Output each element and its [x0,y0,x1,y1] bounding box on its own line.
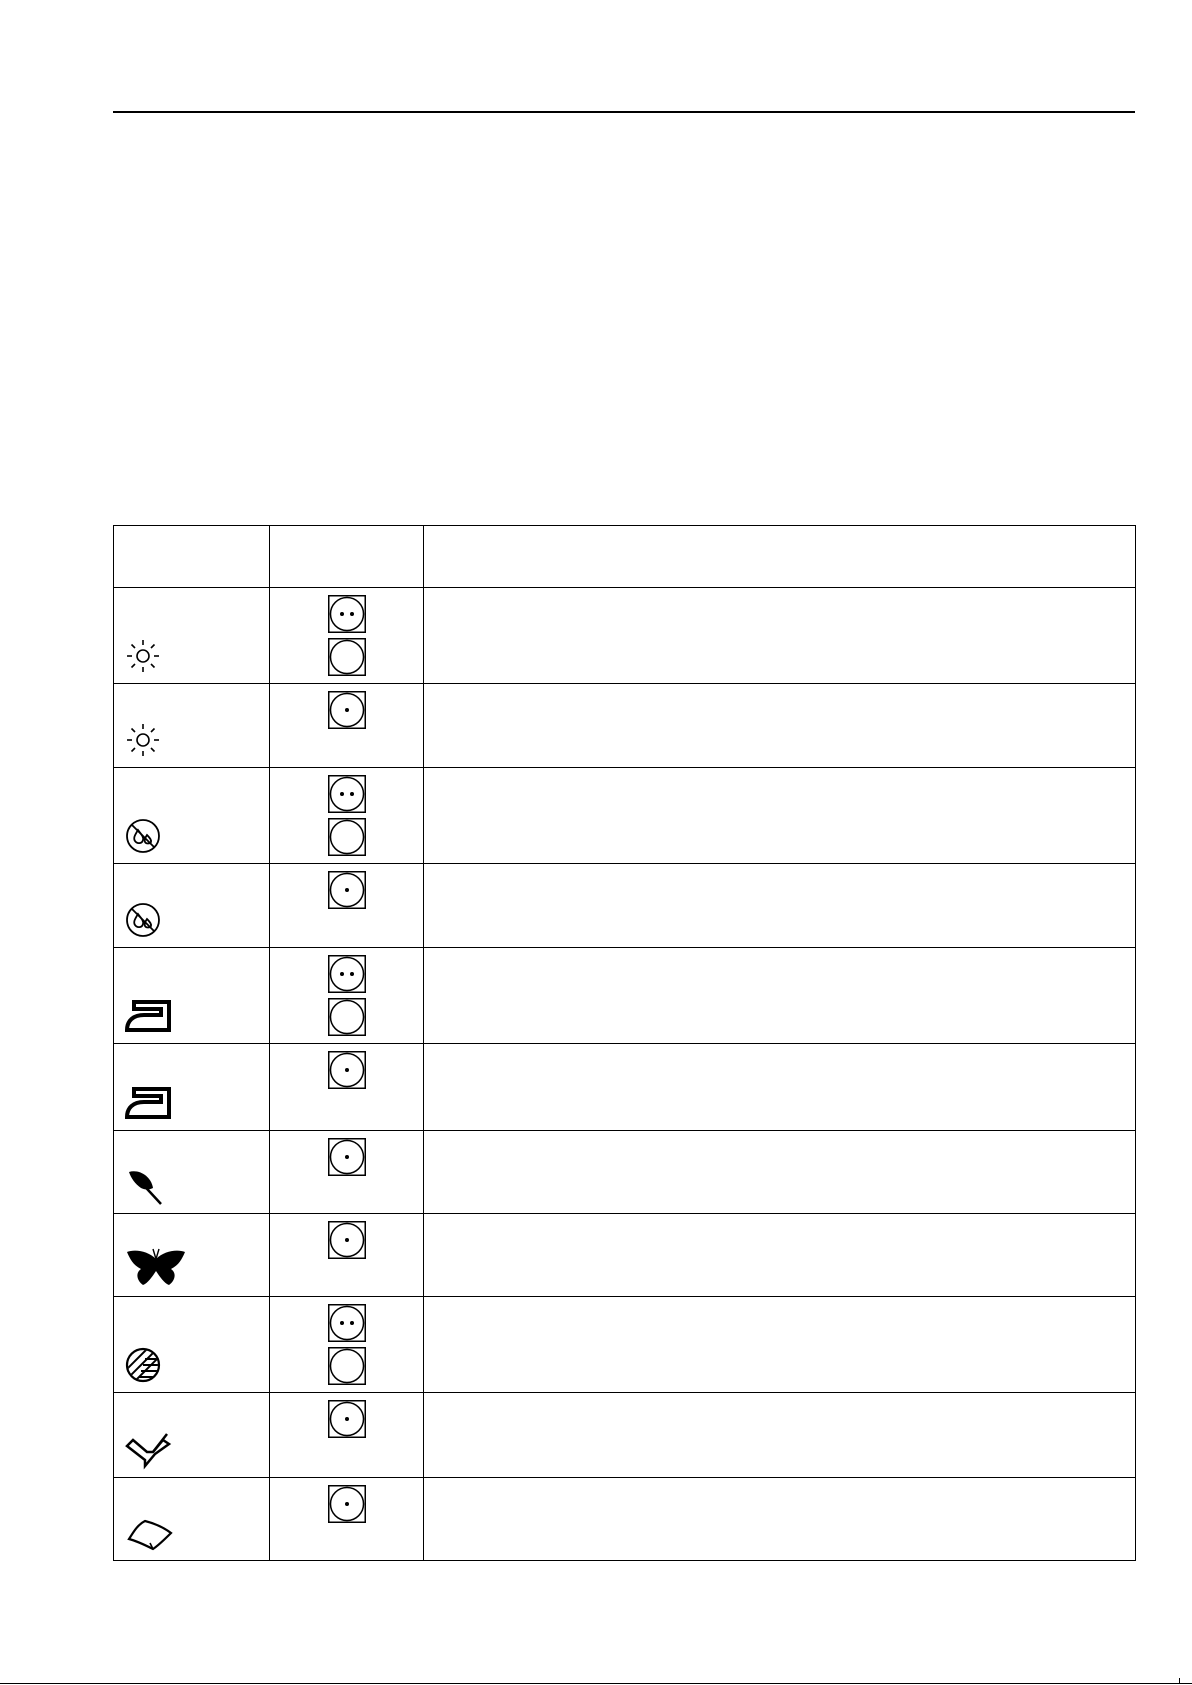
two-dots-icon [270,955,423,993]
table-row [114,684,1136,768]
programme-icon-cell [114,1297,270,1393]
one-dot-icon [270,871,423,909]
programme-icon-cell [114,1214,270,1297]
table-row [114,1393,1136,1478]
table-row [114,588,1136,684]
description-cell [424,1214,1136,1297]
dryer-symbol-cell [270,768,424,864]
one-dot-icon [270,1400,423,1438]
two-dots-icon [270,595,423,633]
table-row [114,1044,1136,1131]
description-cell [424,1297,1136,1393]
programme-icon-cell [114,1393,270,1478]
one-dot-icon [270,1138,423,1176]
description-cell [424,1393,1136,1478]
empty-circle-icon [270,998,423,1036]
table-header-row [114,526,1136,588]
description-cell [424,588,1136,684]
dryer-symbol-cell [270,1393,424,1478]
programme-icon-cell [114,864,270,948]
dryer-symbol-cell [270,1131,424,1214]
table-row [114,948,1136,1044]
dryer-symbol-cell [270,948,424,1044]
two-dots-icon [270,1304,423,1342]
programme-icon-cell [114,768,270,864]
table-row [114,1478,1136,1561]
empty-circle-icon [270,1347,423,1385]
bottom-rule [0,1683,1192,1684]
table-row [114,768,1136,864]
one-dot-icon [270,1051,423,1089]
empty-circle-icon [270,818,423,856]
dryer-symbol-cell [270,1297,424,1393]
top-rule [113,111,1135,113]
programme-table [113,525,1136,1561]
programme-icon-cell [114,948,270,1044]
dryer-symbol-cell [270,1044,424,1131]
description-cell [424,1478,1136,1561]
header-cell-symbol [270,526,424,588]
programme-icon-cell [114,1131,270,1214]
dryer-symbol-cell [270,1214,424,1297]
one-dot-icon [270,1221,423,1259]
description-cell [424,1131,1136,1214]
table-row [114,1131,1136,1214]
description-cell [424,684,1136,768]
description-cell [424,768,1136,864]
table-row [114,1297,1136,1393]
dryer-symbol-cell [270,1478,424,1561]
description-cell [424,948,1136,1044]
bottom-rule-tick [1179,1678,1180,1684]
header-cell-programme [114,526,270,588]
empty-circle-icon [270,638,423,676]
programme-icon-cell [114,684,270,768]
description-cell [424,864,1136,948]
two-dots-icon [270,775,423,813]
programme-icon-cell [114,1478,270,1561]
programme-icon-cell [114,1044,270,1131]
header-cell-description [424,526,1136,588]
dryer-symbol-cell [270,588,424,684]
table-row [114,1214,1136,1297]
dryer-symbol-cell [270,684,424,768]
table-row [114,864,1136,948]
one-dot-icon [270,1485,423,1523]
description-cell [424,1044,1136,1131]
programme-icon-cell [114,588,270,684]
dryer-symbol-cell [270,864,424,948]
one-dot-icon [270,691,423,729]
